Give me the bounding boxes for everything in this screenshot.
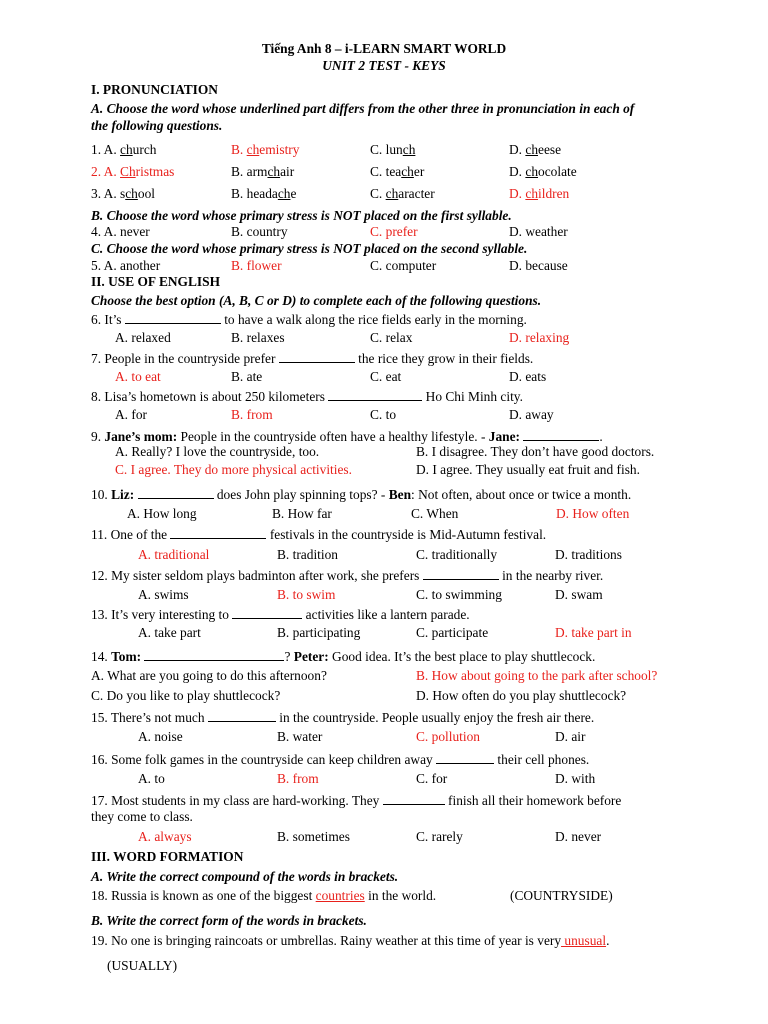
q10-option-c: C. When <box>411 506 459 521</box>
q13-option-d-answer: D. take part in <box>555 625 632 640</box>
q11-option-a-answer: A. traditional <box>138 547 210 562</box>
q4-option-d: D. weather <box>509 224 568 239</box>
q5-option-c: C. computer <box>370 258 437 273</box>
q14-option-d: D. How often do you play shuttlecock? <box>416 688 627 703</box>
document-title: Tiếng Anh 8 – i-LEARN SMART WORLD <box>261 41 507 56</box>
q10-option-a: A. How long <box>127 506 197 521</box>
q17-option-d: D. never <box>555 829 602 844</box>
q6-stem: 6. It’s to have a walk along the rice fields early in the morning. <box>91 312 527 327</box>
q15-stem: 15. There’s not much in the countryside. People usually enjoy the fresh air there. <box>91 710 595 725</box>
q6-option-c: C. relax <box>370 330 413 345</box>
q12-option-a: A. swims <box>138 587 189 602</box>
section-word-formation-heading: III. WORD FORMATION <box>91 849 244 864</box>
q2-option-c: C. teacher <box>370 164 425 179</box>
q1-option-b-answer: B. chemistry <box>231 142 300 157</box>
q9-option-d: D. I agree. They usually eat fruit and fish. <box>416 462 640 477</box>
q12-option-b-answer: B. to swim <box>277 587 336 602</box>
q13-option-a: A. take part <box>138 625 201 640</box>
q8-option-d: D. away <box>509 407 554 422</box>
q4-option-c-answer: C. prefer <box>370 224 418 239</box>
q1-option-c: C. lunch <box>370 142 416 157</box>
q12-option-d: D. swam <box>555 587 603 602</box>
q12-option-c: C. to swimming <box>416 587 502 602</box>
q8-option-b-answer: B. from <box>231 407 273 422</box>
q6-option-a: A. relaxed <box>115 330 171 345</box>
q19-stem: 19. No one is bringing raincoats or umbrellas. Rainy weather at this time of year is very unusual. <box>91 933 610 948</box>
q19-hint: (USUALLY) <box>107 958 178 973</box>
q2-option-a-answer: 2. A. Christmas <box>91 164 175 179</box>
q9-option-a: A. Really? I love the countryside, too. <box>115 444 320 459</box>
instruction-use-of-english: Choose the best option (A, B, C or D) to complete each of the following questions. <box>91 293 542 308</box>
q14-option-b-answer: B. How about going to the park after school? <box>416 668 658 683</box>
q17-stem-line2: they come to class. <box>91 809 193 824</box>
q15-option-d: D. air <box>555 729 586 744</box>
q10-option-b: B. How far <box>272 506 332 521</box>
q7-stem: 7. People in the countryside prefer the rice they grow in their fields. <box>91 351 534 366</box>
q16-option-d: D. with <box>555 771 596 786</box>
q7-option-a-answer: A. to eat <box>115 369 161 384</box>
instruction-c: C. Choose the word whose primary stress is NOT placed on the second syllable. <box>91 241 528 256</box>
q13-stem: 13. It’s very interesting to activities like a lantern parade. <box>91 607 470 622</box>
q16-option-b-answer: B. from <box>277 771 319 786</box>
q15-option-b: B. water <box>277 729 323 744</box>
q7-option-b: B. ate <box>231 369 263 384</box>
q18-stem: 18. Russia is known as one of the biggest countries in the world. <box>91 888 437 903</box>
q5-option-a: 5. A. another <box>91 258 161 273</box>
q11-stem: 11. One of the festivals in the countryside is Mid-Autumn festival. <box>91 527 547 542</box>
q3-option-d-answer: D. children <box>509 186 570 201</box>
q17-option-b: B. sometimes <box>277 829 350 844</box>
q9-stem: 9. Jane’s mom: People in the countryside often have a healthy lifestyle. - Jane: . <box>91 429 603 444</box>
q5-option-d: D. because <box>509 258 568 273</box>
q2-option-b: B. armchair <box>231 164 295 179</box>
q9-option-c-answer: C. I agree. They do more physical activities. <box>115 462 352 477</box>
q13-option-c: C. participate <box>416 625 489 640</box>
q17-stem: 17. Most students in my class are hard-working. They finish all their homework before <box>91 793 622 808</box>
q12-stem: 12. My sister seldom plays badminton after work, she prefers in the nearby river. <box>91 568 604 583</box>
q16-option-c: C. for <box>416 771 448 786</box>
q9-option-b: B. I disagree. They don’t have good doctors. <box>416 444 655 459</box>
q14-option-a: A. What are you going to do this afternoon? <box>91 668 327 683</box>
q14-stem: 14. Tom: ? Peter: Good idea. It’s the best place to play shuttlecock. <box>91 649 596 664</box>
q5-option-b-answer: B. flower <box>231 258 282 273</box>
q13-option-b: B. participating <box>277 625 361 640</box>
q16-stem: 16. Some folk games in the countryside can keep children away their cell phones. <box>91 752 590 767</box>
q8-option-a: A. for <box>115 407 147 422</box>
q19-answer: unusual <box>561 933 607 948</box>
q2-option-d: D. chocolate <box>509 164 577 179</box>
q11-option-b: B. tradition <box>277 547 338 562</box>
instruction-b: B. Choose the word whose primary stress is NOT placed on the first syllable. <box>91 208 512 223</box>
q11-option-d: D. traditions <box>555 547 622 562</box>
q17-option-a-answer: A. always <box>138 829 192 844</box>
section-pronunciation-heading: I. PRONUNCIATION <box>91 82 218 97</box>
q4-option-a: 4. A. never <box>91 224 150 239</box>
q17-option-c: C. rarely <box>416 829 463 844</box>
q18-hint: (COUNTRYSIDE) <box>510 888 613 903</box>
q18-answer: countries <box>315 888 365 903</box>
instruction-word-form: B. Write the correct form of the words in brackets. <box>91 913 367 928</box>
q8-option-c: C. to <box>370 407 397 422</box>
q10-option-d-answer: D. How often <box>556 506 630 521</box>
q6-option-b: B. relaxes <box>231 330 285 345</box>
instruction-compound: A. Write the correct compound of the words in brackets. <box>91 869 399 884</box>
q7-option-d: D. eats <box>509 369 547 384</box>
q8-stem: 8. Lisa’s hometown is about 250 kilometers Ho Chi Minh city. <box>91 389 523 404</box>
q1-option-a: 1. A. church <box>91 142 157 157</box>
q15-option-a: A. noise <box>138 729 183 744</box>
q11-option-c: C. traditionally <box>416 547 498 562</box>
q15-option-c-answer: C. pollution <box>416 729 480 744</box>
document-subtitle: UNIT 2 TEST - KEYS <box>322 58 446 73</box>
q7-option-c: C. eat <box>370 369 402 384</box>
q6-option-d-answer: D. relaxing <box>509 330 570 345</box>
section-use-of-english-heading: II. USE OF ENGLISH <box>91 274 220 289</box>
q10-stem: 10. Liz: does John play spinning tops? - Ben: Not often, about once or twice a month. <box>91 487 632 502</box>
q14-option-c: C. Do you like to play shuttlecock? <box>91 688 281 703</box>
q1-option-d: D. cheese <box>509 142 562 157</box>
q3-option-c: C. character <box>370 186 435 201</box>
q4-option-b: B. country <box>231 224 288 239</box>
instruction-a-line2: the following questions. <box>91 118 223 133</box>
q16-option-a: A. to <box>138 771 165 786</box>
q3-option-a: 3. A. school <box>91 186 155 201</box>
q3-option-b: B. headache <box>231 186 297 201</box>
instruction-a-line1: A. Choose the word whose underlined part differs from the other three in pronunciation in each of <box>91 101 635 116</box>
